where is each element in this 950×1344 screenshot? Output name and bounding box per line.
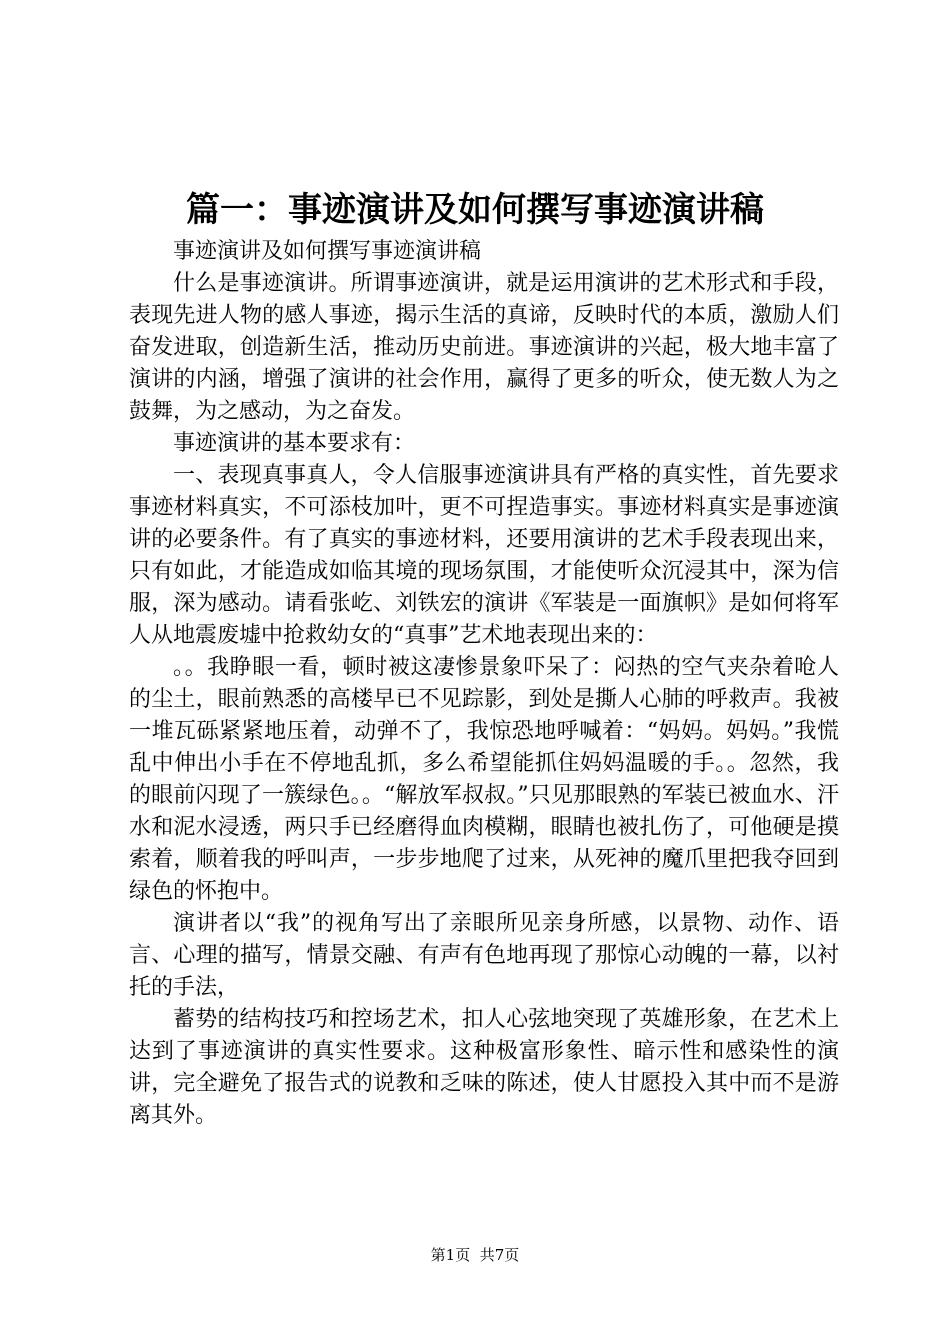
paragraph: 一、表现真事真人，令人信服事迹演讲具有严格的真实性，首先要求事迹材料真实，不可添枝加叶，更不可捏造事实。事迹材料真实是事迹演讲的必要条件。有了真实的事迹材料，还要用演讲的艺术手段表现出来，只有如此，才能造成如临其境的现场氛围，才能使听众沉浸其中，深为信服，深为感动。请看张屹、刘铁宏的演讲《军装是一面旗帜》是如何将军人从地震废墟中抢救幼女的“真事”艺术地表现出来的： [129, 463, 839, 648]
paragraph: 什么是事迹演讲。所谓事迹演讲，就是运用演讲的艺术形式和手段，表现先进人物的感人事迹，揭示生活的真谛，反映时代的本质，激励人们奋发进取，创造新生活，推动历史前进。事迹演讲的兴起，极大地丰富了演讲的内涵，增强了演讲的社会作用，赢得了更多的听众，使无数人为之鼓舞，为之感动，为之奋发。 [129, 271, 839, 424]
paragraph: 蓄势的结构技巧和控场艺术，扣人心弦地突现了英雄形象，在艺术上达到了事迹演讲的真实性要求。这种极富形象性、暗示性和感染性的演讲，完全避免了报告式的说教和乏味的陈述，使人甘愿投入其中而不是游离其外。 [129, 1007, 839, 1128]
page-footer [0, 1244, 950, 1266]
paragraph: 事迹演讲的基本要求有： [173, 431, 416, 456]
paragraph: 。。我睁眼一看，顿时被这凄惨景象吓呆了：闷热的空气夹杂着呛人的尘土，眼前熟悉的高楼早已不见踪影，到处是撕人心肺的呼救声。我被一堆瓦砾紧紧地压着，动弹不了，我惊恐地呼喊着：“妈妈。妈妈。”我慌乱中伸出小手在不停地乱抓，多么希望能抓住妈妈温暖的手。。忽然，我的眼前闪现了一簇绿色。。“解放军叔叔。”只见那眼熟的军装已被血水、汗水和泥水浸透，两只手已经磨得血肉模糊，眼睛也被扎伤了，可他硬是摸索着，顺着我的呼叫声，一步步地爬了过来，从死神的魔爪里把我夺回到绿色的怀抱中。 [129, 655, 839, 904]
document-body [129, 236, 839, 1132]
page-total: 共7页 [479, 1246, 520, 1264]
document-title: 篇一：事迹演讲及如何撰写事迹演讲稿 [186, 190, 764, 230]
paragraph: 事迹演讲及如何撰写事迹演讲稿 [173, 239, 482, 264]
page-number: 第1页 [430, 1246, 471, 1264]
paragraph: 演讲者以“我”的视角写出了亲眼所见亲身所感，以景物、动作、语言、心理的描写，情景交融、有声有色地再现了那惊心动魄的一幕，以衬托的手法， [129, 911, 839, 1000]
